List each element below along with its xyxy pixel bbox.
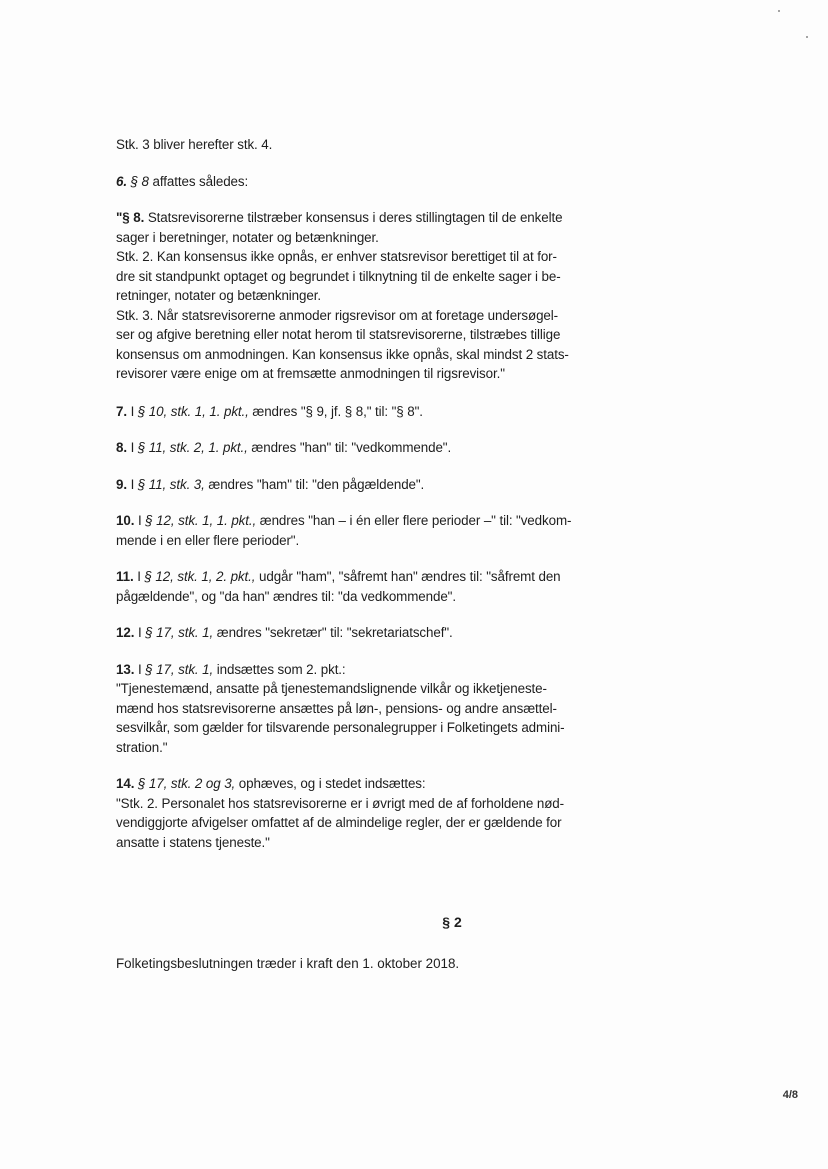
item-number: 9. [116, 476, 127, 492]
quote-line: Stk. 3. Når statsrevisorerne anmoder rigsrevisor om at foretage undersøgel- [116, 307, 559, 323]
item-number: 6. [116, 173, 127, 189]
quote-line: "Stk. 2. Personalet hos statsrevisorerne er i øvrigt med de af forholdene nød- [116, 795, 564, 811]
quote-lead: "§ 8. [116, 210, 145, 225]
quote-line: dre sit standpunkt optaget og begrundet i tilknytning til de enkelte sager i be- [116, 268, 561, 284]
quote-line: konsensus om anmodningen. Kan konsensus ikke opnås, skal mindst 2 stats- [116, 346, 569, 362]
section-heading [0, 914, 828, 930]
item-reference: § 17, stk. 1, [145, 661, 214, 677]
document-body [116, 135, 596, 869]
item-text: ændres "han – i én eller flere perioder –" til: "vedkom- [259, 513, 572, 528]
item-10 [116, 511, 596, 550]
item-prefix: I [130, 476, 135, 492]
item-6 [116, 172, 596, 192]
item-text-continued: mende i en eller flere perioder". [116, 532, 300, 548]
item-text: affattes således: [152, 173, 249, 189]
item-text: ændres "§ 9, jf. § 8," til: "§ 8". [252, 403, 423, 419]
quote-line: stration." [116, 739, 168, 755]
item-text: udgår "ham", "såfremt han" ændres til: "såfremt den [259, 569, 561, 584]
item-number: 10. [116, 513, 135, 528]
quote-line: sager i beretninger, notater og betænkninger. [116, 229, 379, 245]
stk3-line: Stk. 3 bliver herefter stk. 4. [116, 137, 273, 152]
item-text-continued: pågældende", og "da han" ændres til: "da vedkommende". [116, 588, 456, 604]
item-reference: § 8 [130, 173, 149, 189]
quote-line: retninger, notater og betænkninger. [116, 288, 321, 303]
quote-line: revisorer være enige om at fremsætte anmodningen til rigsrevisor." [116, 366, 505, 381]
item-7 [116, 402, 596, 422]
item-number: 7. [116, 403, 127, 419]
section-2-title: § 2 [442, 914, 462, 930]
item-14 [116, 774, 596, 852]
item-12 [116, 623, 596, 643]
item-prefix: I [137, 625, 142, 640]
quote-line: Statsrevisorerne tilstræber konsensus i deres stillingtagen til de enkelte [147, 210, 563, 225]
item-reference: § 12, stk. 1, 2. pkt., [144, 569, 256, 584]
quote-line: ansatte i statens tjeneste." [116, 834, 270, 850]
quote-line: Stk. 2. Kan konsensus ikke opnås, er enhver statsrevisor berettiget til at for- [116, 249, 557, 264]
item-prefix: I [137, 569, 141, 584]
item-number: 11. [116, 569, 134, 584]
item-prefix: I [130, 440, 135, 455]
item-number: 12. [116, 625, 135, 640]
quote-line: "Tjenestemænd, ansatte på tjenestemandslignende vilkår og ikketjeneste- [116, 681, 547, 696]
item-text: ophæves, og i stedet indsættes: [238, 776, 426, 791]
item-prefix: I [137, 661, 142, 677]
item-text: ændres "han" til: "vedkommende". [251, 440, 452, 455]
scan-speck [778, 10, 780, 12]
item-text: ændres "sekretær" til: "sekretariatschef". [216, 625, 453, 640]
item-prefix: I [130, 403, 135, 419]
item-number: 8. [116, 440, 127, 455]
stk3-paragraph [116, 135, 596, 155]
scan-speck [806, 36, 808, 38]
item-number: 13. [116, 661, 135, 677]
item-prefix: I [137, 513, 142, 528]
item-reference: § 10, stk. 1, 1. pkt., [137, 403, 249, 419]
item-reference: § 11, stk. 3, [137, 476, 205, 492]
item-number: 14. [116, 776, 135, 791]
quote-line: ser og afgive beretning eller notat herom til statsrevisorerne, tilstræbes tillige [116, 327, 561, 342]
item-9 [116, 475, 596, 495]
item-reference: § 11, stk. 2, 1. pkt., [137, 440, 248, 455]
item-11 [116, 567, 596, 606]
item-text: indsættes som 2. pkt.: [216, 661, 346, 677]
quote-line: vendiggjorte afvigelser omfattet af de almindelige regler, der er gældende for [116, 815, 562, 830]
quote-line: mænd hos statsrevisorerne ansættes på løn-, pensions- og andre ansættel- [116, 700, 557, 716]
effective-date-text: Folketingsbeslutningen træder i kraft den 1. oktober 2018. [116, 956, 460, 971]
item-reference: § 12, stk. 1, 1. pkt., [145, 513, 257, 528]
item-reference: § 17, stk. 2 og 3, [137, 776, 236, 791]
quote-line: sesvilkår, som gælder for tilsvarende personalegrupper i Folketingets admini- [116, 720, 565, 735]
page-number: 4/8 [782, 1089, 798, 1101]
item-reference: § 17, stk. 1, [145, 625, 214, 640]
quote-section-8 [116, 208, 596, 384]
item-text: ændres "ham" til: "den pågældende". [208, 476, 425, 492]
item-13 [116, 660, 596, 758]
item-8 [116, 438, 596, 458]
